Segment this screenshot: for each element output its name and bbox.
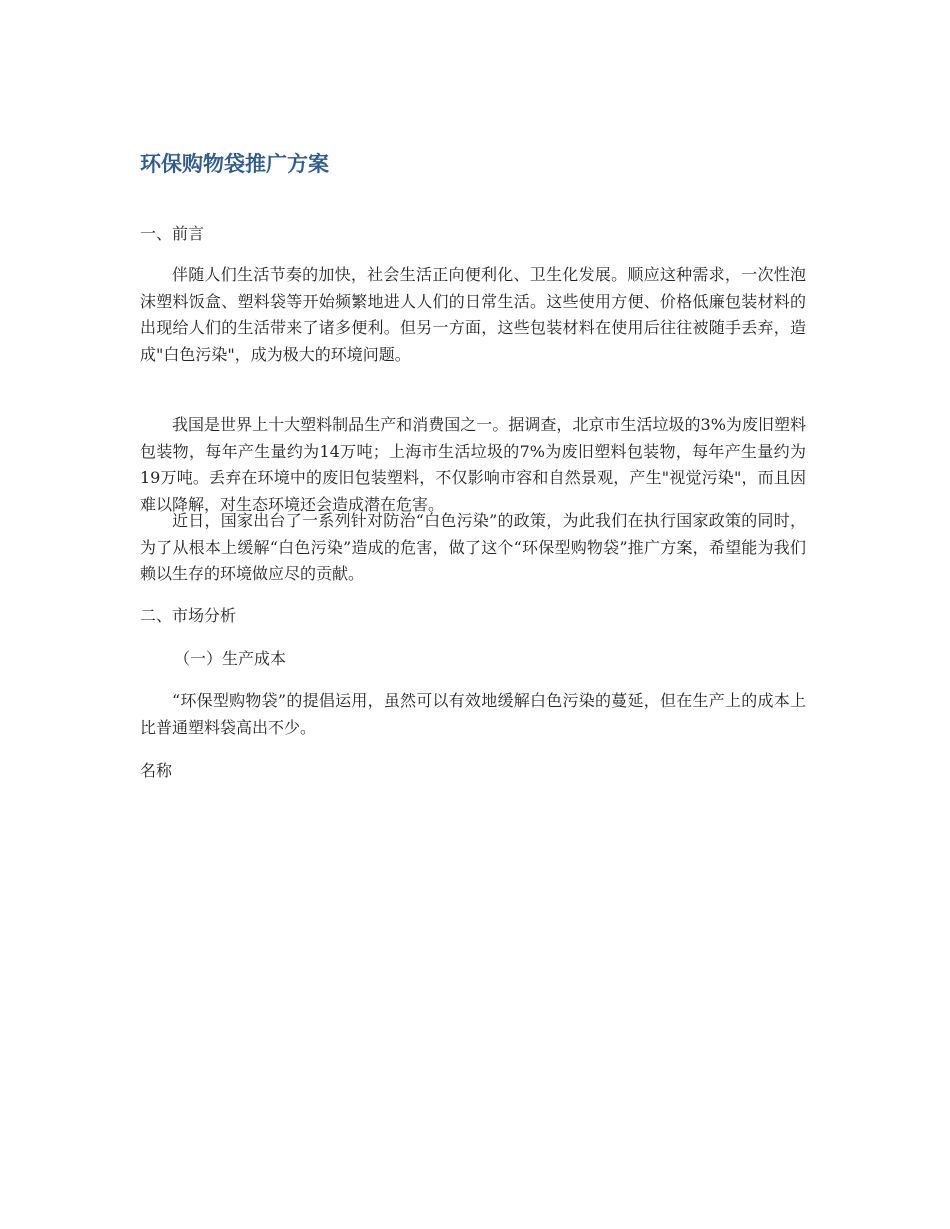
intro-paragraph-3: 近日，国家出台了一系列针对防治“白色污染”的政策，为此我们在执行国家政策的同时，为了从根本上缓解“白色污染”造成的危害，做了这个“环保型购物袋”推广方案，希望能为我们赖以生存的环境做应尽的贡献。 [140,511,806,583]
market-paragraph: “环保型购物袋”的提倡运用，虽然可以有效地缓解白色污染的蔓延，但在生产上的成本上比普通塑料袋高出不少。 [140,691,806,737]
intro-paragraph-1: 伴随人们生活节奏的加快，社会生活正向便利化、卫生化发展。顺应这种需求，一次性泡沫塑料饭盒、塑料袋等开始频繁地进人人们的日常生活。这些使用方便、价格低廉包装材料的出现给人们的生活带来了诸多便利。但另一方面，这些包装材料在使用后往往被随手丢弃，造成"白色污染"，成为极大的环境问题。 [140,265,806,364]
subsection-heading-cost: （一）生产成本 [174,649,287,668]
intro-paragraph-2: 我国是世界上十大塑料制品生产和消费国之一。据调查，北京市生活垃圾的3%为废旧塑料包装物，每年产生量约为14万吨；上海市生活垃圾的7%为废旧塑料包装物，每年产生量约为19万吨。丢弃在环境中的废旧包装塑料，不仅影响市容和自然景观，产生"视觉污染"，而且因难以降解，对生态环境还会造成潜在危害。 [140,415,806,514]
section-heading-intro: 一、前言 [140,224,205,243]
section-heading-market: 二、市场分析 [140,606,237,625]
document-title: 环保购物袋推广方案 [140,152,329,176]
table-label-name: 名称 [140,761,173,780]
